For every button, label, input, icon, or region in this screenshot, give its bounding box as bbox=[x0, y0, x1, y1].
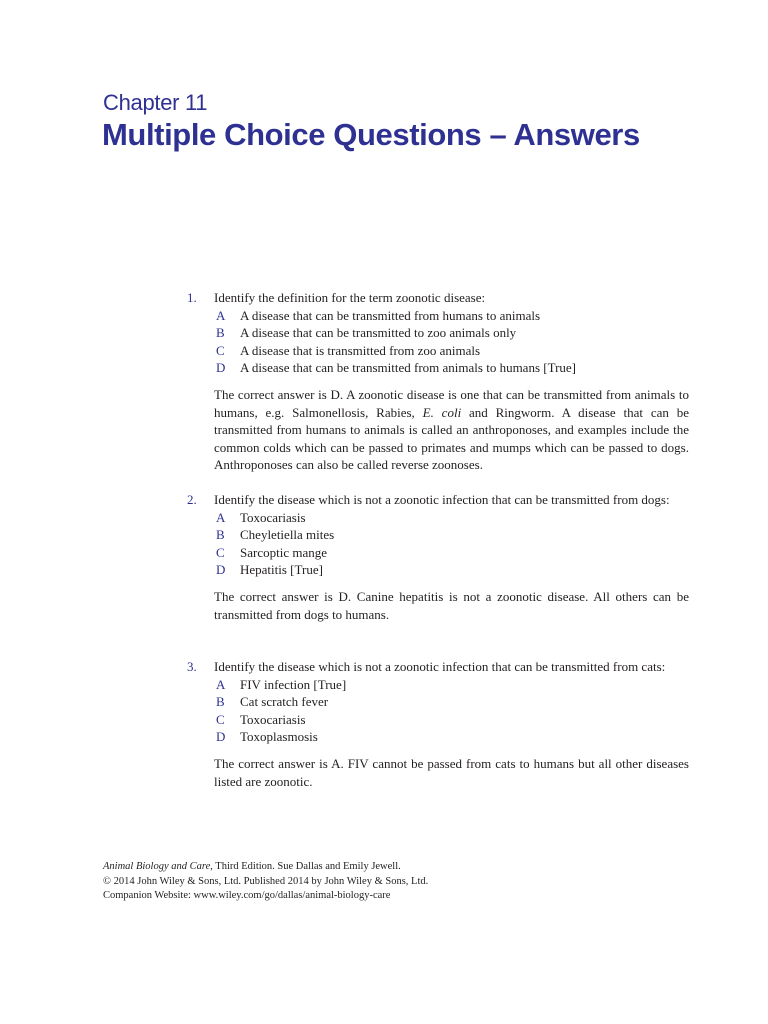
option-text: Toxocariasis bbox=[240, 711, 306, 727]
option-text: A disease that can be transmitted from humans to animals bbox=[240, 307, 541, 323]
option-text: Toxocariasis bbox=[240, 509, 306, 525]
answer-explanation bbox=[187, 588, 689, 623]
question-text: Identify the definition for the term zoonotic disease: bbox=[214, 290, 486, 305]
question-prompt bbox=[187, 289, 689, 307]
option-text: Cat scratch fever bbox=[240, 694, 329, 710]
option-c bbox=[187, 342, 689, 360]
option-a bbox=[187, 676, 689, 694]
option-text: A disease that is transmitted from zoo animals bbox=[240, 342, 481, 358]
book-edition-authors: , Third Edition. Sue Dallas and Emily Jewell. bbox=[210, 861, 401, 872]
option-text: Hepatitis [True] bbox=[240, 562, 323, 578]
answer-explanation bbox=[187, 755, 689, 790]
option-d bbox=[187, 561, 689, 579]
option-letter: A bbox=[216, 676, 226, 692]
option-list bbox=[187, 676, 689, 746]
option-letter: D bbox=[216, 729, 226, 745]
option-c bbox=[187, 544, 689, 562]
option-list bbox=[187, 509, 689, 579]
explanation-text: The correct answer is D. Canine hepatitis is not a zoonotic disease. All others can be transmitted from dogs to humans. bbox=[214, 588, 689, 622]
option-letter: D bbox=[216, 562, 226, 578]
question-number: 3. bbox=[187, 659, 197, 674]
option-letter: A bbox=[216, 307, 226, 323]
option-letter: B bbox=[216, 325, 225, 341]
option-d bbox=[187, 728, 689, 746]
option-text: A disease that can be transmitted from animals to humans [True] bbox=[240, 360, 577, 376]
option-a bbox=[187, 307, 689, 325]
question-prompt bbox=[187, 491, 689, 509]
option-letter: A bbox=[216, 509, 226, 525]
question-text: Identify the disease which is not a zoonotic infection that can be transmitted from cats: bbox=[214, 659, 666, 674]
explanation-text: The correct answer is D. A zoonotic disease is one that can be transmitted from animals to humans, e.g. Salmonellosis, Rabies, bbox=[214, 386, 689, 420]
option-b bbox=[187, 693, 689, 711]
option-d bbox=[187, 359, 689, 377]
option-text: Cheyletiella mites bbox=[240, 527, 335, 543]
option-letter: B bbox=[216, 527, 225, 543]
question-3 bbox=[187, 658, 689, 790]
footer-copyright: © 2014 John Wiley & Sons, Ltd. Published 2014 by John Wiley & Sons, Ltd. bbox=[103, 875, 429, 887]
question-number: 2. bbox=[187, 492, 197, 507]
question-number: 1. bbox=[187, 290, 197, 305]
question-text: Identify the disease which is not a zoonotic infection that can be transmitted from dogs: bbox=[214, 492, 670, 507]
page-footer bbox=[103, 860, 428, 904]
option-b bbox=[187, 526, 689, 544]
option-letter: C bbox=[216, 711, 225, 727]
question-prompt bbox=[187, 658, 689, 676]
option-b bbox=[187, 324, 689, 342]
option-letter: C bbox=[216, 544, 225, 560]
question-2 bbox=[187, 491, 689, 623]
page-title: Multiple Choice Questions – Answers bbox=[102, 117, 640, 152]
option-text: A disease that can be transmitted to zoo animals only bbox=[240, 325, 517, 341]
explanation-text: The correct answer is A. FIV cannot be passed from cats to humans but all other diseases listed are zoonotic. bbox=[214, 755, 689, 789]
option-letter: C bbox=[216, 342, 225, 358]
option-text: Sarcoptic mange bbox=[240, 544, 327, 560]
answer-explanation bbox=[187, 386, 689, 474]
explanation-text-end: and Ringworm. A disease that can be transmitted from humans to animals is called an anthroponoses, and examples include the common colds which can be passed to primates and mumps which can be passed to dogs. Anthroponoses can also be called reverse zoonoses. bbox=[214, 404, 689, 473]
option-text: FIV infection [True] bbox=[240, 676, 347, 692]
footer-website: Companion Website: www.wiley.com/go/dallas/animal-biology-care bbox=[103, 890, 391, 901]
option-letter: B bbox=[216, 694, 225, 710]
explanation-italic: E. coli bbox=[422, 404, 462, 420]
question-1 bbox=[187, 289, 689, 474]
chapter-label: Chapter 11 bbox=[103, 90, 208, 115]
book-title: Animal Biology and Care bbox=[103, 861, 211, 872]
option-letter: D bbox=[216, 360, 226, 376]
option-a bbox=[187, 509, 689, 527]
option-list bbox=[187, 307, 689, 377]
option-c bbox=[187, 711, 689, 729]
footer-citation bbox=[103, 860, 428, 875]
option-text: Toxoplasmosis bbox=[240, 729, 318, 745]
